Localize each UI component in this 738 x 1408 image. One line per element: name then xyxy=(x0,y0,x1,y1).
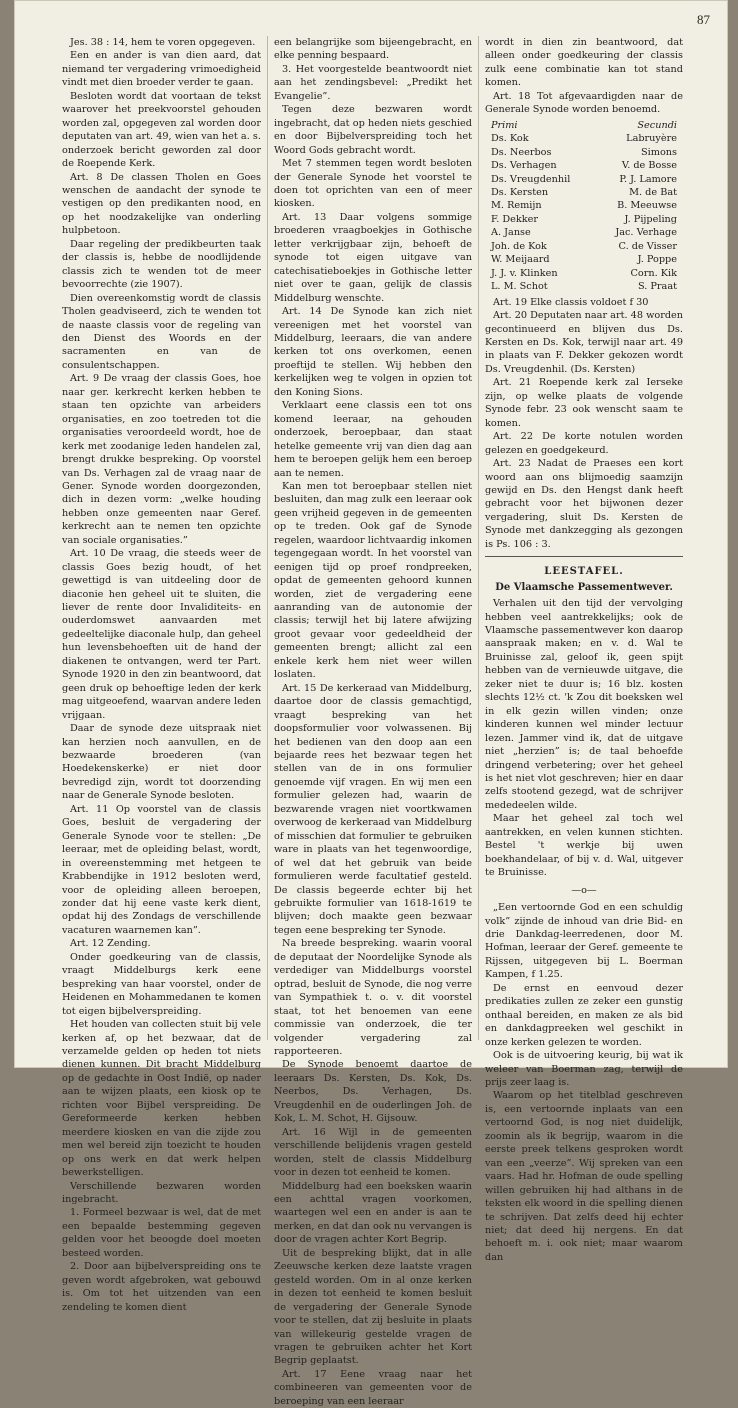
delegate-secundus: Jac. Verhage xyxy=(615,227,677,239)
paragraph: Art. 15 De kerkeraad van Middelburg, daartoe door de classis gemachtigd, vraagt bespreking van het doopsformulier voor volwassenen. Bij het bedienen van den doop aan een bejaarde rees het bezwaar tegen het stellen van de in ons formulier genoemde vijf vragen. En wij men een formulier gelezen had, waarin de bezwarende vragen niet voortkwamen overwoog de kerkeraad van Middelburg of misschien dat formulier te gebruiken ware in plaats van het tegenwoordige, of wel dat het gebruik van beide formulieren werde facultatief gesteld. De classis begeerde echter bij het gebruikte formulier van 1618-1619 te blijven; doch maakte geen bezwaar tegen eene bespreking ter Synode. xyxy=(274,682,472,936)
text-columns xyxy=(56,36,690,1407)
paragraph: Jes. 38 : 14, hem te voren opgegeven. xyxy=(70,37,256,48)
delegate-secundus: C. de Visser xyxy=(618,240,677,252)
delegate-primus: Ds. Neerbos xyxy=(491,146,552,158)
paragraph: Art. 18 Tot afgevaardigden naar de Generale Synode worden benoemd. xyxy=(485,90,683,116)
page-number: 87 xyxy=(697,12,710,27)
column-1 xyxy=(56,36,267,1313)
delegate-primus: A. Janse xyxy=(491,227,531,239)
paragraph: Art. 10 De vraag, die steeds weer de classis Goes bezig houdt, of het gewettigd is van uitdeeling door de diaconie hen geheel uit te sluiten, die liever de rente door Invaliditeits- en ouderdomswet aanvaarden met gedeeltelijke diaconale hulp, dan geheel hun levensbehoeften uit de hand der diakenen te ontvangen, werd ter Part. Synode 1920 in den zin beantwoord, dat geen druk op behoeftige leden der kerk mag uitgeoefend, waarvan andere leden vrijgaan. xyxy=(62,548,261,721)
delegate-primus: W. Meijaard xyxy=(491,254,550,266)
delegate-secundus: J. Poppe xyxy=(637,254,677,266)
table-row xyxy=(485,267,683,280)
paragraph: Onder goedkeuring van de classis, vraagt Middelburgs kerk eene bespreking van haar voorstel, onder de Heidenen en Mohammedanen te komen tot eigen bijbelverspreiding. xyxy=(62,951,261,1017)
separator: —o— xyxy=(571,884,597,896)
paragraph: Art. 23 Nadat de Praeses een kort woord aan ons blijmoedig saamzijn gewijd en Ds. den Hengst dank heeft gebracht voor het bijwonen dezer vergadering, sluit Ds. Kersten de Synode met dankzegging als gezongen is Ps. 106 : 3. xyxy=(485,458,683,550)
table-row xyxy=(485,199,683,212)
paragraph: Verhalen uit den tijd der vervolging hebben veel aantrekkelijks; ook de Vlaamsche passementwever kon daarop aanspraak maken; en v. d. Wal te Bruinisse zal, geloof ik, geen spijt hebben van de vernieuwde uitgave, die zeker niet te duur is; 16 blz. kosten slechts 12½ ct. 'k Zou dit boeksken wel in elk gezin willen vinden; onze kinderen kunnen wel minder lectuur lezen. Jammer vind ik, dat de uitgave niet „herzien” is; de taal behoefde dringend verbetering; over het geheel is het niet vlot geschreven; hier en daar zelfs stootend gezegd, wat de schrijver mededeelen wilde. xyxy=(485,598,683,811)
delegate-primus: F. Dekker xyxy=(491,213,538,225)
delegate-secundus: M. de Bat xyxy=(629,186,677,198)
paragraph: Met 7 stemmen tegen wordt besloten der Generale Synode het voorstel te doen tot oprichten van een of meer kiosken. xyxy=(274,158,472,210)
table-row xyxy=(485,173,683,186)
paragraph: Maar het geheel zal toch wel aantrekken, en velen kunnen stichten. Bestel 't werkje bij uwen boekhandelaar, of bij v. d. Wal, uitgever te Bruinisse. xyxy=(485,813,683,879)
section-rule xyxy=(485,556,683,557)
paragraph: Art. 9 De vraag der classis Goes, hoe naar ger. kerkrecht kerken hebben te staan ten opzichte van arbeiders organisaties, en zoo toetreden tot die organisaties veroordeeld wordt, hoe de kerk met zoodanige leden handelen zal, brengt drukke bespreking. Op voorstel van Ds. Verhagen zal de vraag naar de Gener. Synode worden doorgezonden, dich in dezen vorm: „welke houding hebben onze gemeenten naar Geref. kerkrecht aan te nemen ten opzichte van sociale organisaties.” xyxy=(62,373,261,546)
delegate-primus: Ds. Kok xyxy=(491,133,529,145)
paragraph: 3. Het voorgestelde beantwoordt niet aan het zendingsbevel: „Predikt het Evangelie”. xyxy=(274,63,472,102)
paragraph: De ernst en eenvoud dezer predikaties zullen ze zeker een gunstig onthaal bereiden, en maken ze als bid en dankdagpreeken wel geschikt in onze kerken gelezen te worden. xyxy=(485,982,683,1048)
paragraph: Art. 8 De classen Tholen en Goes wenschen de aandacht der synode te vestigen op den predikanten nood, en op het noodzakelijke van onderling hulpbetoon. xyxy=(62,171,261,237)
paragraph: Besloten wordt dat voortaan de tekst waarover het preekvoorstel gehouden worden zal, opgegeven zal worden door deputaten van art. 49, wien van het a. s. onderzoek bericht geworden zal door de Roepende Kerk. xyxy=(62,90,261,170)
paragraph: Art. 20 Deputaten naar art. 48 worden gecontinueerd en blijven dus Ds. Kersten en Ds. Kok, terwijl naar art. 49 in plaats van F. Dekker gekozen wordt Ds. Vreugdenhil. (Ds. Kersten) xyxy=(485,310,683,375)
paragraph: Het houden van collecten stuit bij vele kerken af, op het bezwaar, dat de verzamelde gelden op heden tot niets dienen kunnen. Dit bracht Middelburg op de gedachte in Oost Indië, op nader aan te wijzen plaats, een kiosk op te richten voor Bijbel verspreiding. De Gereformeerde kerken hebben meerdere kiosken en van die zijde zou men wel bereid zijn toezicht te houden op ons werk en dat werk helpen bewerkstelligen. xyxy=(62,1019,261,1179)
column-2 xyxy=(267,36,478,1407)
paragraph: Daar de synode deze uitspraak niet kan herzien noch aanvullen, en de bezwaarde broederen (van Hoedekenskerke) er niet door bevredigd zijn, wordt tot doorzending naar de Generale Synode besloten. xyxy=(62,723,261,802)
delegate-primus: Ds. Vreugdenhil xyxy=(491,173,571,185)
paragraph: Daar regeling der predikbeurten taak der classis is, hebbe de noodlijdende classis zich te wenden tot de meer bevoorrechte (zie 1907). xyxy=(62,238,261,291)
delegates-header-secundi: Secundi xyxy=(637,119,677,131)
paragraph: De Synode benoemt daartoe de leeraars Ds. Kersten, Ds. Kok, Ds. Neerbos, Ds. Verhagen, Ds. Vreugdenhil en de ouderlingen Joh. de Kok, L. M. Schot, H. Gijsouw. xyxy=(274,1059,472,1125)
paragraph: Waarom op het titelblad geschreven is, een vertoornde inplaats van een vertoornd God, is nog niet duidelijk, zoomin als ik begrijp, waarom in die eerste preek telkens gesproken wordt van een „veerze”. Wij spreken van een vaars. Had hr. Hofman de oude spelling willen gebruiken hij had althans in de teksten elk woord in die spelling dienen te schrijven. Dat zelfs deed hij echter niet; dat deed hij nergens. En dat behoeft m. i. ook niet; maar waarom dan xyxy=(485,1090,683,1263)
paragraph: „Een vertoornde God en een schuldig volk” zijnde de inhoud van drie Bid- en drie Dankdag-leerredenen, door M. Hofman, leeraar der Geref. gemeente te Rijssen, uitgegeven bij L. Boerman Kampen, f 1.25. xyxy=(485,902,683,981)
delegate-primus: Joh. de Kok xyxy=(491,240,547,252)
paragraph: Kan men tot beroepbaar stellen niet besluiten, dan mag zulk een leeraar ook geen vrijheid gegeven in de gemeenten op te treden. Ook gaf de Synode regelen, waardoor lichtvaardig inkomen tegengegaan wordt. In het voorstel van eenigen tijd op proef rondpreeken, opdat de gemeenten gehoord kunnen worden, ziet de vergadering eene aanranding van de autonomie der classis; terwijl het bij latere afwijzing groot gevaar voor gedeeldheid der gemeenten brengt; allicht zal een enkele kerk hem niet weer willen loslaten. xyxy=(274,480,472,681)
paragraph: 1. Formeel bezwaar is wel, dat de met een bepaalde bestemming gegeven gelden voor het beoogde doel moeten besteed worden. xyxy=(62,1207,261,1259)
delegate-secundus: Labruyère xyxy=(626,133,677,145)
paragraph: Dien overeenkomstig wordt de classis Tholen geadviseerd, zich te wenden tot de naaste classis voor de regeling van den Dienst des Woords en der sacramenten en van de consulentschappen. xyxy=(62,292,261,371)
delegate-primus: Ds. Verhagen xyxy=(491,160,557,172)
delegate-secundus: V. de Bosse xyxy=(621,160,677,172)
paragraph: Art. 11 Op voorstel van de classis Goes, besluit de vergadering der Generale Synode voor te stellen: „De leeraar, met de opleiding belast, wordt, in overeenstemming met hetgeen te Krabbendijke in 1912 besloten werd, voor de opleiding alleen beroepen, zonder dat hij eene vaste kerk dient, opdat hij des Zondags de verschillende vacaturen waarnemen kan”. xyxy=(62,803,261,936)
table-row xyxy=(485,226,683,239)
table-row xyxy=(485,213,683,226)
delegate-secundus: Corn. Kik xyxy=(630,267,677,279)
paragraph: Art. 19 Elke classis voldoet f 30 xyxy=(493,296,649,308)
paragraph: Middelburg had een boeksken waarin een achttal vragen voorkomen, waartegen wel een en ander is aan te merken, en dat dan ook nu vervangen is door de vragen achter Kort Begrip. xyxy=(274,1180,472,1246)
paragraph: 2. Door aan bijbelverspreiding ons te geven wordt afgebroken, wat gebouwd is. Om tot het uitzenden van een zendeling te komen dient xyxy=(62,1261,261,1313)
paragraph: Art. 21 Roepende kerk zal Ierseke zijn, op welke plaats de volgende Synode febr. 23 ook wenscht saam te komen. xyxy=(485,377,683,429)
table-row xyxy=(485,253,683,266)
paragraph: Verklaart eene classis een tot ons komend leeraar, na gehouden onderzoek, beroepbaar, dan staat hetelke gemeente vrij van dien dag aan hem te beroepen gelijk hem een beroep aan te nemen. xyxy=(274,400,472,479)
paragraph: Art. 13 Daar volgens sommige broederen vraagboekjes in Gothische letter verkrijgbaar zijn, behoeft de synode tot eigen uitgave van catechisatieboekjes in Gothische letter niet over te gaan, gelijk de classis Middelburg wenschte. xyxy=(274,211,472,304)
leestafel-subtitle: De Vlaamsche Passementwever. xyxy=(495,581,673,593)
paragraph: Uit de bespreking blijkt, dat in alle Zeeuwsche kerken deze laatste vragen gesteld worden. Om in al onze kerken in dezen tot eenheid te komen besluit de vergadering der Generale Synode voor te stellen, dat zij besluite in plaats van willekeurig gestelde vragen de vragen te gebruiken achter het Kort Begrip geplaatst. xyxy=(274,1247,472,1367)
delegate-secundus: J. Pijpeling xyxy=(624,213,677,225)
table-row xyxy=(485,159,683,172)
delegate-secundus: Simons xyxy=(641,146,677,158)
table-row xyxy=(485,240,683,253)
paragraph: wordt in dien zin beantwoord, dat alleen onder goedkeuring der classis zulk eene combinatie kan tot stand komen. xyxy=(485,37,683,89)
paragraph: Een en ander is van dien aard, dat niemand ter vergadering vrimoedigheid vindt met dien broeder verder te gaan. xyxy=(62,50,261,89)
paragraph: Art. 14 De Synode kan zich niet vereenigen met het voorstel van Middelburg, leeraars, die van andere kerken tot ons overkomen, eenen proeftijd te stellen. Wij hebben den kerkelijken weg te volgen in opzien tot den Koning Sions. xyxy=(274,306,472,398)
paragraph: een belangrijke som bijeengebracht, en elke penning bespaard. xyxy=(274,37,472,62)
delegates-header-primi: Primi xyxy=(491,119,518,131)
table-row xyxy=(485,132,683,145)
paragraph: Tegen deze bezwaren wordt ingebracht, dat op heden niets geschied en door Bijbelverspreiding toch het Woord Gods gebracht wordt. xyxy=(274,104,472,156)
paragraph: Art. 12 Zending. xyxy=(70,938,151,950)
delegates-table xyxy=(485,119,683,294)
paragraph: Art. 22 De korte notulen worden gelezen en goedgekeurd. xyxy=(485,431,683,456)
delegate-secundus: S. Praat xyxy=(637,281,677,293)
delegate-primus: J. J. v. Klinken xyxy=(491,267,558,279)
paragraph: Verschillende bezwaren worden ingebracht. xyxy=(62,1180,261,1205)
delegate-primus: Ds. Kersten xyxy=(491,186,549,198)
delegate-secundus: B. Meeuwse xyxy=(617,200,677,212)
paragraph: Art. 17 Eene vraag naar het combineeren van gemeenten voor de beroeping van een leeraar xyxy=(274,1368,472,1407)
column-3 xyxy=(478,36,689,1263)
paragraph: Na breede bespreking. waarin vooral de deputaat der Noordelijke Synode als verdediger van Middelburgs voorstel optrad, besluit de Synode, die nog verre van Sympathiek t. o. v. dit voorstel staat, tot het benoemen van eene commissie van onderzoek, die ter volgender vergadering zal rapporteeren. xyxy=(274,938,472,1057)
paragraph: Ook is de uitvoering keurig, bij wat ik weleer van Boerman zag, terwijl de prijs zeer laag is. xyxy=(485,1050,683,1088)
delegate-primus: M. Remijn xyxy=(491,200,542,212)
newspaper-page xyxy=(14,0,728,1407)
leestafel-title: LEESTAFEL. xyxy=(544,566,624,578)
delegate-secundus: P. J. Lamore xyxy=(619,173,677,185)
table-row xyxy=(485,280,683,293)
delegate-primus: L. M. Schot xyxy=(491,281,548,293)
paragraph: Art. 16 Wijl in de gemeenten verschillende belijdenis vragen gesteld worden, stelt de classis Middelburg voor in dezen tot eenheid te komen. xyxy=(274,1126,472,1179)
table-row xyxy=(485,146,683,159)
table-row xyxy=(485,186,683,199)
